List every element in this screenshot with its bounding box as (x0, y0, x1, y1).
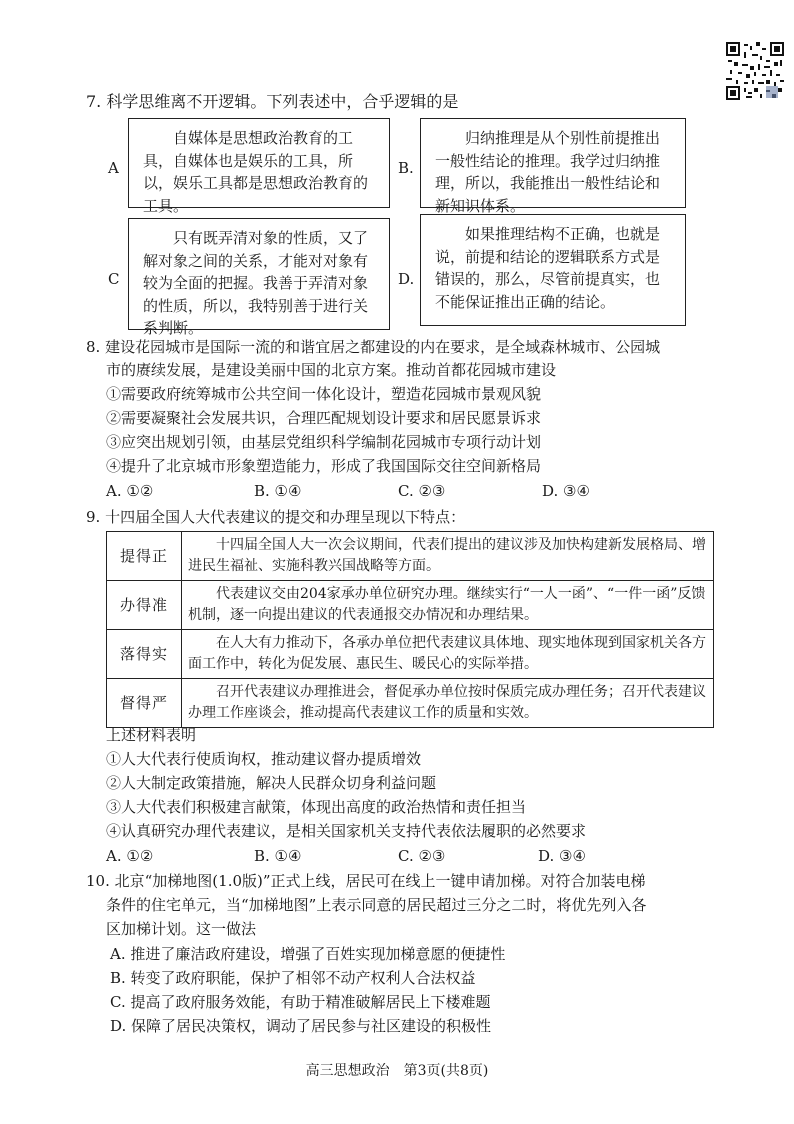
q8-item-4: ④提升了北京城市形象塑造能力，形成了我国国际交往空间新格局 (106, 457, 542, 475)
q10-option-c[interactable]: C. 提高了政府服务效能，有助于精准破解居民上下楼难题 (110, 993, 491, 1011)
table-row (107, 581, 714, 630)
q7-option-b-text: 归纳推理是从个别性前提推出一般性结论的推理。我学过归纳推理，所以，我能推出一般性结论和新知识体系。 (435, 129, 661, 215)
q10-stem-line-1: 10. 北京“加梯地图(1.0版)”正式上线，居民可在线上一键申请加梯。对符合加装电梯 (86, 872, 646, 890)
q9-row-1-head: 提得正 (107, 532, 182, 581)
q9-row-3-head: 落得实 (107, 630, 182, 679)
q7-option-c-box[interactable] (128, 218, 390, 337)
page-footer: 高三思想政治 第3页(共8页) (305, 1063, 489, 1079)
q8-choice-a[interactable]: A. ①② (106, 482, 154, 500)
table-row (107, 679, 714, 728)
q9-row-2-body: 代表建议交由204家承办单位研究办理。继续实行“一人一函”、“一件一函”反馈机制，逐一向提出建议的代表通报交办情况和办理结果。 (182, 581, 714, 630)
q8-item-2: ②需要凝聚社会发展共识，合理匹配规划设计要求和居民愿景诉求 (106, 409, 542, 427)
q8-choice-b[interactable]: B. ①④ (254, 482, 302, 500)
q7-option-b-letter[interactable]: B. (398, 159, 414, 177)
q7-option-d-text: 如果推理结构不正确，也就是说，前提和结论的逻辑联系方式是错误的，那么，尽管前提真实，也不能保证推出正确的结论。 (435, 225, 661, 311)
q7-option-c-text: 只有既弄清对象的性质，又了解对象之间的关系，才能对对象有较为全面的把握。我善于弄清对象的性质，所以，我特别善于进行关系判断。 (143, 229, 369, 337)
q8-choice-d[interactable]: D. ③④ (542, 482, 590, 500)
q9-row-1-body: 十四届全国人大一次会议期间，代表们提出的建议涉及加快构建新发展格局、增进民生福祉、实施科教兴国战略等方面。 (182, 532, 714, 581)
q8-stem-line-1: 8. 建设花园城市是国际一流的和谐宜居之都建设的内在要求，是全域森林城市、公园城 (86, 338, 661, 356)
q7-option-a-box[interactable] (128, 118, 390, 215)
q9-choice-d[interactable]: D. ③④ (538, 847, 586, 865)
q9-choice-c[interactable]: C. ②③ (398, 847, 446, 865)
q9-item-1: ①人大代表行使质询权，推动建议督办提质增效 (106, 750, 422, 768)
q10-option-b[interactable]: B. 转变了政府职能，保护了相邻不动产权利人合法权益 (110, 969, 476, 987)
q10-option-a[interactable]: A. 推进了廉洁政府建设，增强了百姓实现加梯意愿的便捷性 (110, 945, 506, 963)
q9-choice-a[interactable]: A. ①② (106, 847, 154, 865)
q7-option-d-letter[interactable]: D. (398, 270, 415, 288)
q9-row-4-body: 召开代表建议办理推进会，督促承办单位按时保质完成办理任务；召开代表建议办理工作座谈会，推动提高代表建议工作的质量和实效。 (182, 679, 714, 728)
q10-stem-line-2: 条件的住宅单元，当“加梯地图”上表示同意的居民超过三分之二时，将优先列入各 (106, 896, 647, 914)
q9-stem: 9. 十四届全国人大代表建议的提交和办理呈现以下特点： (86, 508, 466, 526)
q8-stem-line-2: 市的赓续发展，是建设美丽中国的北京方案。推动首都花园城市建设 (106, 361, 557, 379)
q8-item-1: ①需要政府统筹城市公共空间一体化设计，塑造花园城市景观风貌 (106, 385, 542, 403)
q9-lead: 上述材料表明 (106, 726, 197, 744)
q7-stem: 7. 科学思维离不开逻辑。下列表述中，合乎逻辑的是 (86, 92, 459, 111)
q9-choice-b[interactable]: B. ①④ (254, 847, 302, 865)
q7-option-a-text: 自媒体是思想政治教育的工具，自媒体也是娱乐的工具，所以，娱乐工具都是思想政治教育的工具。 (143, 129, 369, 215)
q9-row-4-head: 督得严 (107, 679, 182, 728)
q7-option-b-box[interactable] (420, 118, 686, 215)
q9-item-4: ④认真研究办理代表建议，是相关国家机关支持代表依法履职的必然要求 (106, 822, 587, 840)
qr-code-icon (726, 42, 784, 100)
q10-stem-line-3: 区加梯计划。这一做法 (106, 920, 257, 938)
q8-item-3: ③应突出规划引领，由基层党组织科学编制花园城市专项行动计划 (106, 433, 542, 451)
q9-row-2-head: 办得准 (107, 581, 182, 630)
q9-row-3-body: 在人大有力推动下，各承办单位把代表建议具体地、现实地体现到国家机关各方面工作中，转化为促发展、惠民生、暖民心的实际举措。 (182, 630, 714, 679)
q7-option-c-letter[interactable]: C (108, 270, 120, 288)
q7-option-a-letter[interactable]: A (108, 159, 119, 177)
table-row (107, 532, 714, 581)
q7-option-d-box[interactable] (420, 214, 686, 326)
table-row (107, 630, 714, 679)
q8-choice-c[interactable]: C. ②③ (398, 482, 446, 500)
q9-feature-table (106, 531, 714, 728)
q9-item-3: ③人大代表们积极建言献策，体现出高度的政治热情和责任担当 (106, 798, 527, 816)
q9-item-2: ②人大制定政策措施，解决人民群众切身利益问题 (106, 774, 437, 792)
q10-option-d[interactable]: D. 保障了居民决策权，调动了居民参与社区建设的积极性 (110, 1017, 492, 1035)
